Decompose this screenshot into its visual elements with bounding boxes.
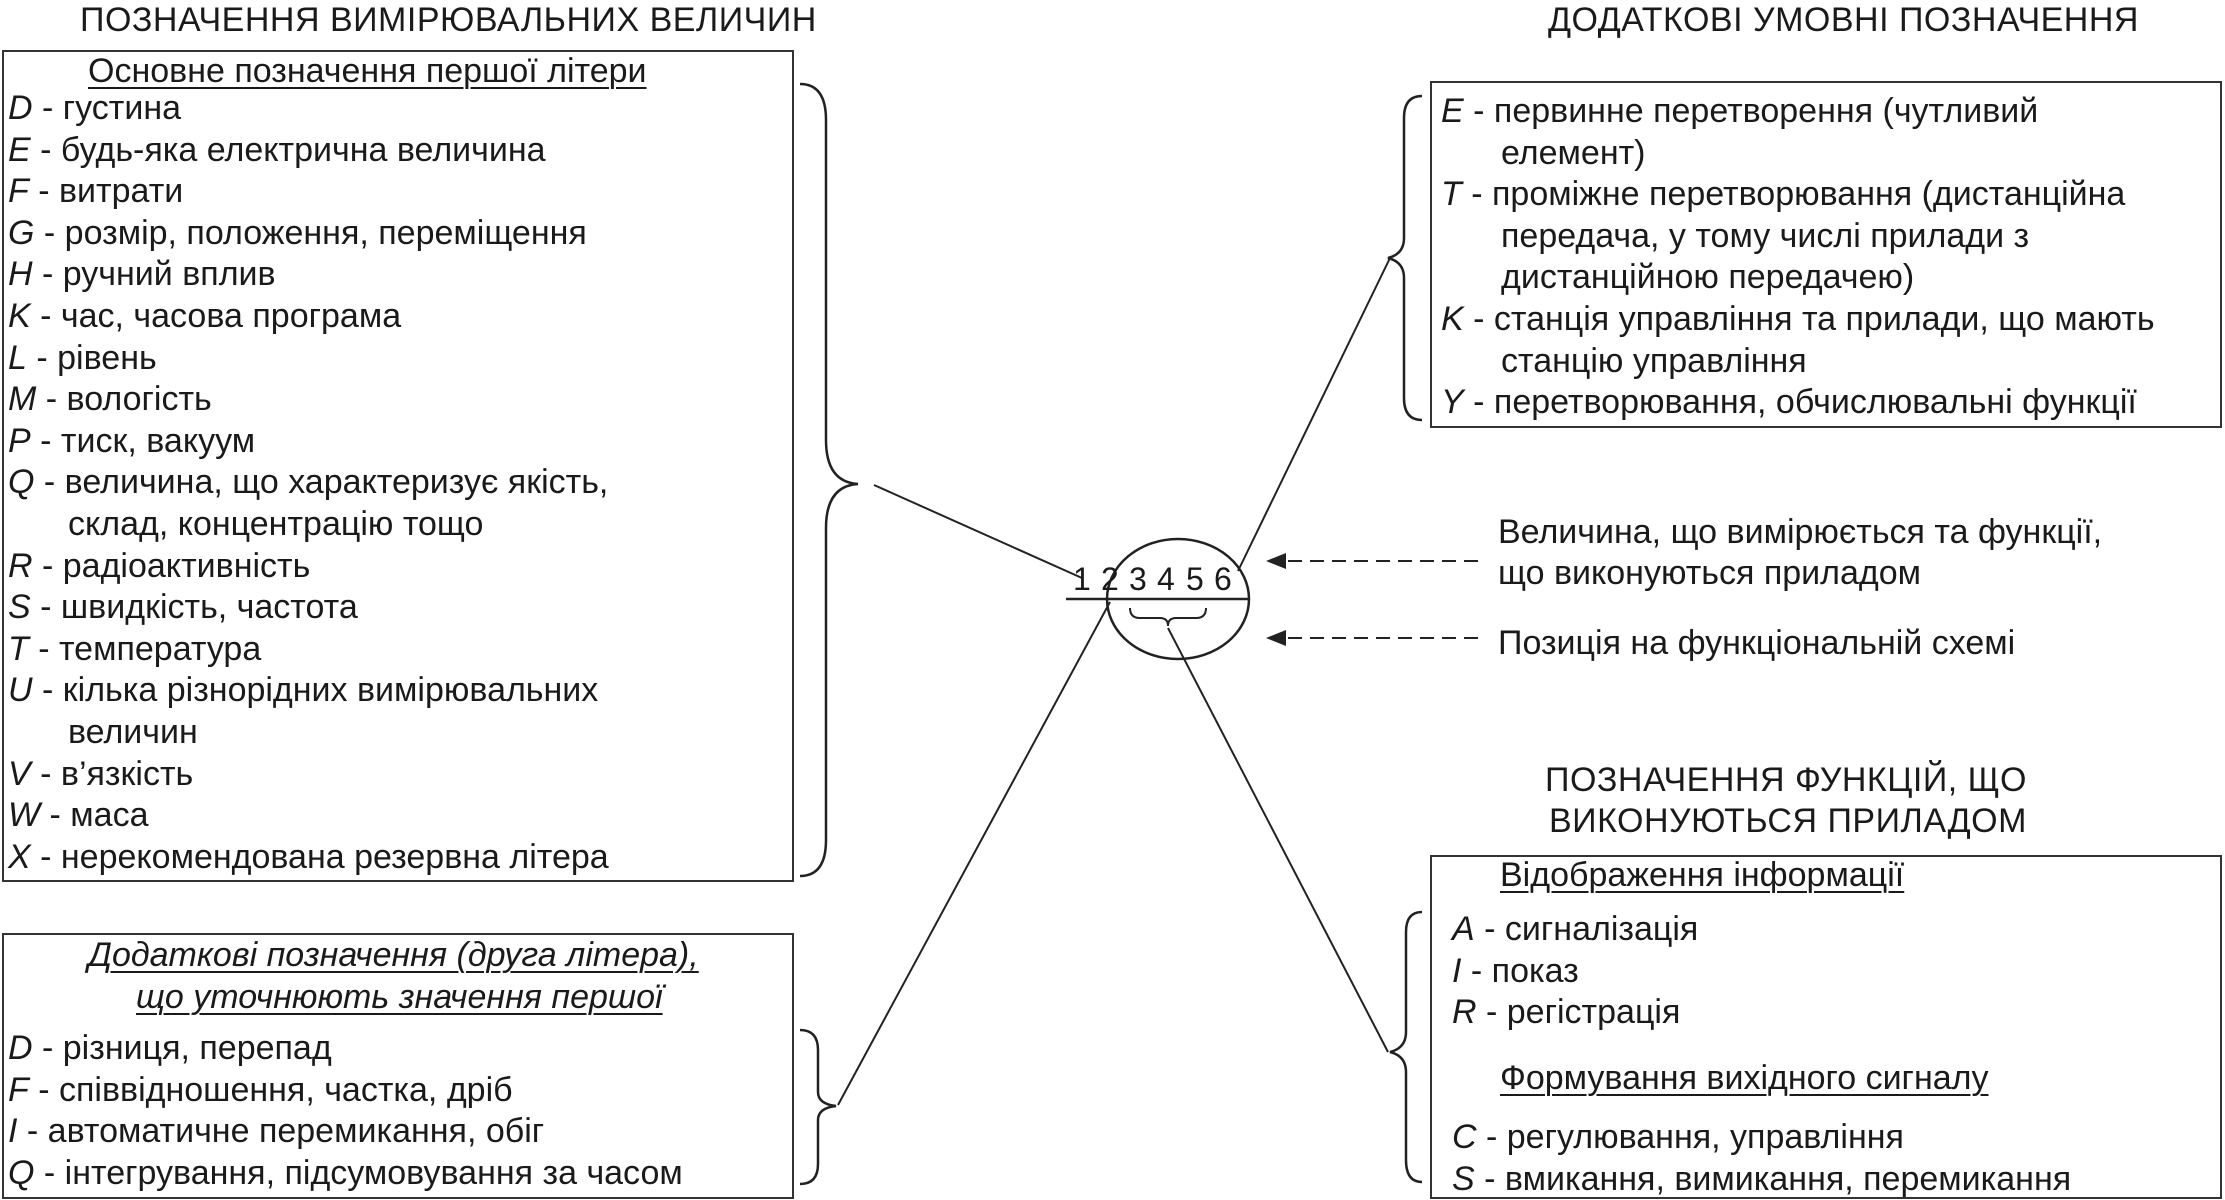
letter-description: - автоматичне перемикання, обіг xyxy=(17,1112,545,1151)
letter-code: Y xyxy=(1441,383,1464,422)
annotation-measured-line2: що виконуються приладом xyxy=(1498,554,1922,592)
output-signal-header: Формування вихідного сигналу xyxy=(1500,1059,1989,1097)
letter-description: - станція управління та прилади, що мають xyxy=(1463,300,2155,338)
letter-description: - перетворювання, обчислювальні функції xyxy=(1463,383,2137,422)
functions-title-line2: ВИКОНУЮТЬСЯ ПРИЛАДОМ xyxy=(1549,802,2027,840)
letter-description: - співвідношення, частка, дріб xyxy=(28,1070,513,1109)
first-letter-brace xyxy=(800,84,858,876)
second-letter-header-line2: що уточнюють значення першої xyxy=(136,978,663,1016)
letter-description: - величина, що характеризує якість, xyxy=(34,463,609,502)
measured-quantities-title: ПОЗНАЧЕННЯ ВИМІРЮВАЛЬНИХ ВЕЛИЧИН xyxy=(80,1,817,39)
letter-code: U xyxy=(8,671,33,710)
letter-code: W xyxy=(8,796,41,835)
letter-code: D xyxy=(8,89,33,127)
arrow-position-head xyxy=(1266,630,1286,646)
symbol-digit: 2 xyxy=(1101,561,1119,597)
symbol-digit: 1 xyxy=(1073,561,1091,597)
letter-description: - показ xyxy=(1461,951,1579,990)
symbol-digit: 3 xyxy=(1129,561,1147,597)
letter-description: - ручний вплив xyxy=(32,255,276,294)
letter-description: - розмір, положення, переміщення xyxy=(34,213,587,252)
letter-description: - вологість xyxy=(36,380,212,419)
digits-brace xyxy=(1130,608,1206,626)
annotation-position: Позиція на функціональній схемі xyxy=(1498,624,2016,662)
letter-description: - проміжне перетворювання (дистанційна xyxy=(1461,175,2126,214)
letter-description: склад, концентрацію тощо xyxy=(68,505,484,543)
letter-description: - будь-яка електрична величина xyxy=(30,130,546,169)
connector-additional-marks xyxy=(1238,258,1390,571)
letter-code: F xyxy=(8,1070,29,1109)
letter-description: - регулювання, управління xyxy=(1476,1118,1904,1156)
letter-description: - сигналізація xyxy=(1474,910,1699,948)
letter-code: R xyxy=(8,546,33,585)
functions-brace xyxy=(1390,912,1422,1182)
letter-code: S xyxy=(1452,1159,1475,1198)
letter-description: - густина xyxy=(32,89,182,127)
letter-code: T xyxy=(1441,175,1462,214)
letter-description: - швидкість, частота xyxy=(30,588,358,627)
functions-title-line1: ПОЗНАЧЕННЯ ФУНКЦІЙ, ЩО xyxy=(1545,761,2027,799)
letter-description: - кілька різнорідних вимірювальних xyxy=(32,671,599,710)
letter-description: елемент) xyxy=(1501,133,1646,172)
annotation-measured-line1: Величина, що вимірюється та функції, xyxy=(1498,513,2103,551)
letter-code: H xyxy=(8,255,33,294)
letter-code: Q xyxy=(8,463,35,502)
letter-description: - різниця, перепад xyxy=(32,1029,332,1067)
letter-description: - тиск, вакуум xyxy=(30,421,256,460)
first-letter-header: Основне позначення першої літери xyxy=(88,52,647,90)
letter-description: станцію управління xyxy=(1501,341,1807,380)
letter-code: T xyxy=(8,629,29,668)
letter-description: - маса xyxy=(40,796,149,835)
letter-description: - регістрація xyxy=(1476,993,1681,1032)
letter-code: R xyxy=(1452,993,1477,1032)
letter-code: F xyxy=(8,172,29,211)
letter-description: - в’язкість xyxy=(30,754,194,793)
letter-description: - радіоактивність xyxy=(32,546,311,585)
letter-code: G xyxy=(8,213,35,252)
symbol-digit: 6 xyxy=(1214,561,1232,597)
letter-description: - первинне перетворення (чутливий xyxy=(1463,92,2039,130)
letter-description: - вмикання, вимикання, перемикання xyxy=(1474,1159,2072,1198)
letter-code: S xyxy=(8,588,31,627)
connector-second-letter xyxy=(838,602,1110,1105)
symbol-digit: 5 xyxy=(1186,561,1204,597)
letter-code: Q xyxy=(8,1153,35,1192)
letter-code: A xyxy=(1452,910,1475,948)
letter-code: E xyxy=(8,130,31,169)
arrow-measured-head xyxy=(1266,553,1286,569)
connector-functions xyxy=(1168,628,1388,1052)
letter-description: - нерекомендована резервна літера xyxy=(30,837,609,876)
second-letter-brace xyxy=(800,1030,836,1184)
letter-description: - температура xyxy=(28,629,262,668)
additional-marks-title: ДОДАТКОВІ УМОВНІ ПОЗНАЧЕННЯ xyxy=(1548,1,2139,39)
letter-description: - рівень xyxy=(26,338,157,377)
additional-marks-brace xyxy=(1388,96,1422,420)
letter-description: дистанційною передачею) xyxy=(1501,258,1915,297)
symbol-digit: 4 xyxy=(1157,561,1175,597)
letter-code: D xyxy=(8,1029,33,1067)
letter-description: - витрати xyxy=(28,172,184,211)
letter-code: C xyxy=(1452,1118,1477,1156)
display-info-header: Відображення інформації xyxy=(1500,856,1905,894)
letter-code: E xyxy=(1441,92,1464,130)
letter-code: X xyxy=(8,837,31,876)
letter-description: передача, у тому числі прилади з xyxy=(1501,216,2030,255)
letter-description: - час, часова програма xyxy=(30,297,402,335)
letter-description: величин xyxy=(68,713,198,751)
letter-code: K xyxy=(1441,300,1464,338)
letter-code: V xyxy=(8,754,31,793)
letter-code: K xyxy=(8,297,31,335)
letter-description: - інтегрування, підсумовування за часом xyxy=(34,1153,683,1192)
second-letter-header-line1: Додаткові позначення (друга літера), xyxy=(88,936,699,974)
letter-code: M xyxy=(8,380,37,419)
letter-code: I xyxy=(1452,951,1462,990)
letter-code: P xyxy=(8,421,31,460)
letter-code: L xyxy=(8,338,27,377)
connector-first-letter xyxy=(874,485,1082,578)
letter-code: I xyxy=(8,1112,18,1151)
